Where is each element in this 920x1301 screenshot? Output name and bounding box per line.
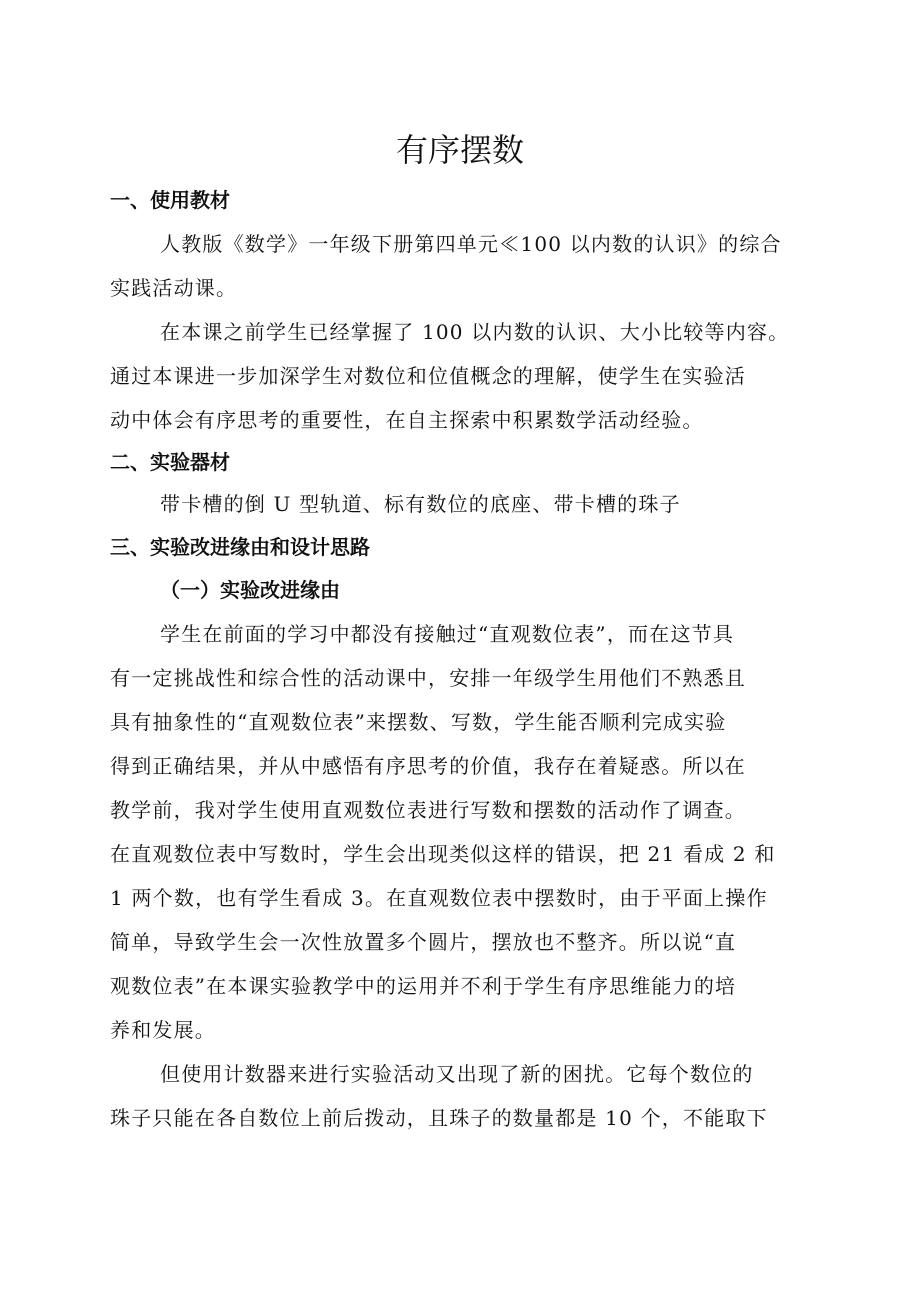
subsection-heading: （一）实验改进缘由 (160, 578, 340, 602)
paragraph-line: 简单，导致学生会一次性放置多个圆片，摆放也不整齐。所以说“直 (110, 930, 737, 954)
paragraph-line: 在直观数位表中写数时，学生会出现类似这样的错误，把 21 看成 2 和 (110, 842, 776, 866)
section-1-heading: 一、使用教材 (110, 188, 230, 212)
paragraph-line: 具有抽象性的“直观数位表”来摆数、写数，学生能否顺利完成实验 (110, 710, 727, 734)
paragraph-line: 在本课之前学生已经掌握了 100 以内数的认识、大小比较等内容。 (160, 320, 790, 344)
paragraph-line: 1 两个数，也有学生看成 3。在直观数位表中摆数时，由于平面上操作 (110, 886, 768, 910)
paragraph-line: 养和发展。 (110, 1018, 216, 1042)
paragraph-line: 学生在前面的学习中都没有接触过“直观数位表”，而在这节具 (160, 622, 735, 646)
section-2-heading: 二、实验器材 (110, 450, 230, 474)
section-3-heading: 三、实验改进缘由和设计思路 (110, 535, 370, 559)
paragraph-line: 有一定挑战性和综合性的活动课中，安排一年级学生用他们不熟悉且 (110, 666, 746, 690)
page-title: 有序摆数 (395, 131, 524, 169)
paragraph-line: 珠子只能在各自数位上前后拨动，且珠子的数量都是 10 个，不能取下 (110, 1106, 768, 1130)
paragraph-line: 动中体会有序思考的重要性，在自主探索中积累数学活动经验。 (110, 408, 704, 432)
paragraph-line: 实践活动课。 (110, 276, 238, 300)
paragraph-line: 人教版《数学》一年级下册第四单元≪100 以内数的认识》的综合 (160, 232, 782, 256)
paragraph-line: 观数位表”在本课实验教学中的运用并不利于学生有序思维能力的培 (110, 974, 737, 998)
paragraph-line: 但使用计数器来进行实验活动又出现了新的困扰。它每个数位的 (160, 1062, 754, 1086)
paragraph-line: 通过本课进一步加深学生对数位和位值概念的理解，使学生在实验活 (110, 364, 746, 388)
paragraph-line: 教学前，我对学生使用直观数位表进行写数和摆数的活动作了调查。 (110, 798, 746, 822)
paragraph-line: 得到正确结果，并从中感悟有序思考的价值，我存在着疑惑。所以在 (110, 754, 746, 778)
paragraph-line: 带卡槽的倒 U 型轨道、标有数位的底座、带卡槽的珠子 (160, 492, 681, 516)
